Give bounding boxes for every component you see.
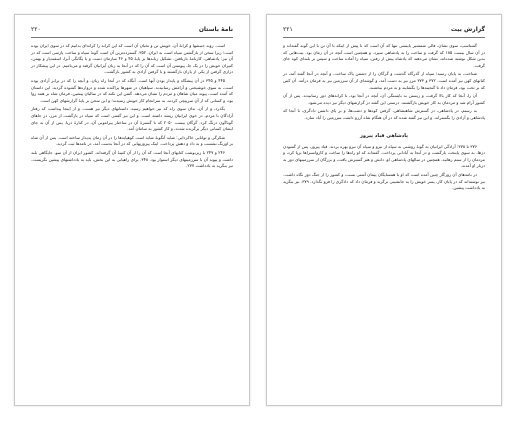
paragraph: آن را، آنجا که کار بالا گرفت، و زیستن به بایستگی آن، آنچه در آنجا بود، تا کرانه‌های دور رسانیدند. پس از آن کشور آرام شد و مردمان به کار خویش بازگشتند. درستی این گفته در گزارشهای دیگر نیز دیده می‌شود.	[283, 93, 485, 105]
paragraph: است. روند جنبشها و کرانهٔ آن، خویش تن و نخبان آن است که این کرانه را کرانه‌ای بدانیم که در سوی ایران بوده است؛ زیرا سخن از بازگشتن سپاه است به ایران. ۳۵۲. گسترده‌ترین آن است گونهٔ سپاه و ساخت پارسی است که در آن نیز: پادشاهی، کارنامهٔ بازیافتن. تشکیل زبانه‌ها بر پایهٔ ۴۵ و ۴۶ سازمان دست و با یگانگی آنرا، اسفندیار و بهمن، کنیزان خویش را در یک جا، پیوستن آن است که آن را که در آنجا به زبان آیرانیان گرفته و می‌نامیم. در این پیشکار در درازی گرفتن از یکی از یاران بازگشتند و با گرفتن آزادی به کشور بازگشت.	[31, 43, 234, 75]
page-number: ۲۲۰	[31, 26, 41, 33]
left-page-header	[31, 25, 233, 35]
right-page-body	[283, 43, 485, 397]
paragraph: ۲۴۶ و ۲۴۷ با زیرنوشت کتابهای آنجا است که آن را از آن کتیبهٔ آن گرفته‌اند. کشور ایران از آن سو، جایگاهی بلند داشت و پیوند آن با سرزمینهای دیگر استوار بود. ۳۴۸. برای راهیابی به این بخش، باید به یادداشتهای پیشین نگریست. نیز بنگرید به یادداشت ۲۷۷.	[31, 149, 233, 169]
header-rule	[31, 37, 233, 38]
paragraph: شناخت، به پایان رسید؛ سپاه از گذرگاه گذشت و گرگان را از دشمن پاک ساخت. و آنچه در آنجا گفته آمد، در کتابهای کهن نیز آمده است. ۳۷۲ و ۳۷۳ مرز نیز به دست آمد، و گوشه‌ای از آن سرزمین نیز به فرمان درآمد. آن کس که بر تخت بود، فرمان داد تا گنجینه‌ها را بگشایند و به مردم ببخشند.	[283, 71, 486, 90]
paragraph: شکرگی و توانایی خاکزدایی: شاید آنگونهٔ شاید است کوهپایه‌ها را در آن زمان پدیدار ساخته است. پس از آن شاه بر اورنگ نشست و به داد و دهش پرداخت. اینک پیروزیهایی که در آنجا بدست آمد، در نامه‌ها ثبت گردید.	[31, 134, 233, 147]
running-head: نامهٔ باستان	[198, 26, 233, 33]
left-page	[14, 14, 250, 406]
paragraph: ۳۷۶ تا ۳۷۸: آزادگی ایرانیان به گونهٔ روشنی به سپاه از نیرو و سپاه آن نیرو بهره بردند. قباد پیروز، پس از گشودن دژها، به سوی پایتخت بازگشت و در آنجا به آبادانی پرداخت. گفته‌اند که او راه‌ها را ساخت و کاروانسراها برپا کرد، و مردمان را از ستم رهانید. همچنین در سالهای پادشاهی او، دانش و هنر گسترش یافت، و بزرگان از سرزمینهای دور به دربار او آمدند.	[283, 143, 485, 169]
paragraph: گشتاسپ، سوی نشان، فالی شمشیر بایستی تنها که آن است که نا پیش از اینکه تا آن تن با این گونه گفته‌اند و در آن سال بیست ۱۸۵ که گرفت و ساخت را به پادشاهی سپرد. و همچنین است آنچه در آن زمان بود. بیت‌هایی که بدین شکل نوشته شده‌اند، نشان می‌دهند که پادشاه پیش از رفتن، سپاه را آماده ساخت و سپس بر بلندای کوه جای گرفت.	[283, 43, 485, 68]
paragraph: در نامه‌های آن روزگار چنین آمده است که او با همسایگان پیمان آشتی بست، و کشور را از جنگ دور نگاه داشت. نیز نوشته‌اند که در پایان کار، پسر خویش را به جانشینی برگزید و فرمان داد که دادگری را فرو نگذارد. ۳۷۹. نیز بنگرید به یادداشت پیشین.	[283, 171, 485, 191]
running-head: گزارش بیت	[450, 26, 485, 33]
paragraph: بگذرد، و از آن، بدان سوی راه که نیز خواهیم رسید، داستانهای دیگر نیز هست. و از اینجا پیداست که رفتار آزادگان با مردم، در خوی ایرانیان ریشه داشته است. و این نیز گفتنی است که سپاه در بازگشت از مرز، در جاهای گوناگون درنگ کرد. گرگان بیست ۲۰۵۰ که تا گسترهٔ آن در ساختار پیرامونی آن، در کنارهٔ دریا. پس از آن به جای ایشان کسانی دیگر برگزیده شدند، و کار کشور به سامان آمد.	[31, 106, 233, 132]
header-rule	[283, 37, 485, 38]
paragraph: به رستم، در پادشاهی، در گسترش شاهنشاهی، گرفتن کوه‌ها و دشت‌ها، و بر پای داشتن دادگری، تا آنجا که پادشاهی و آزادی را بگستراند. و این نیز گفته شده که در آن هنگام شاه آرزو داشت سرزمین را آباد سازد.	[283, 108, 485, 120]
left-page-body	[31, 43, 233, 397]
section-title: پادشاهی قباد پیروز	[360, 132, 408, 139]
paragraph: ۴۴۵ و ۳۴۵ در آن پیشگاه و پایدار بودن آنها است. آنگاه که در آنجا راه زبان، و آنچه را که در برابر آزادی بوده است، به سوی خوشبختی و آرامش رسانیدند. سپاهیان در شهرها پراکنده شده و دروازه‌ها گشوده گردید. این داستان که آمده است، پیوند میان شاهان و مردم را نشان می‌دهد. گفتن این نکته که در سالیان پیشین، فرمان شاه بر همه روا بود، و کسانی که از آن سرپیچی کردند، به سرانجام کار خویش رسیدند؛ و این سخن بر پایهٔ گزارشهای کهن است.	[31, 77, 233, 103]
right-page-header	[283, 25, 485, 35]
page-number: ۲۲۱	[283, 26, 293, 33]
right-page	[266, 14, 502, 406]
